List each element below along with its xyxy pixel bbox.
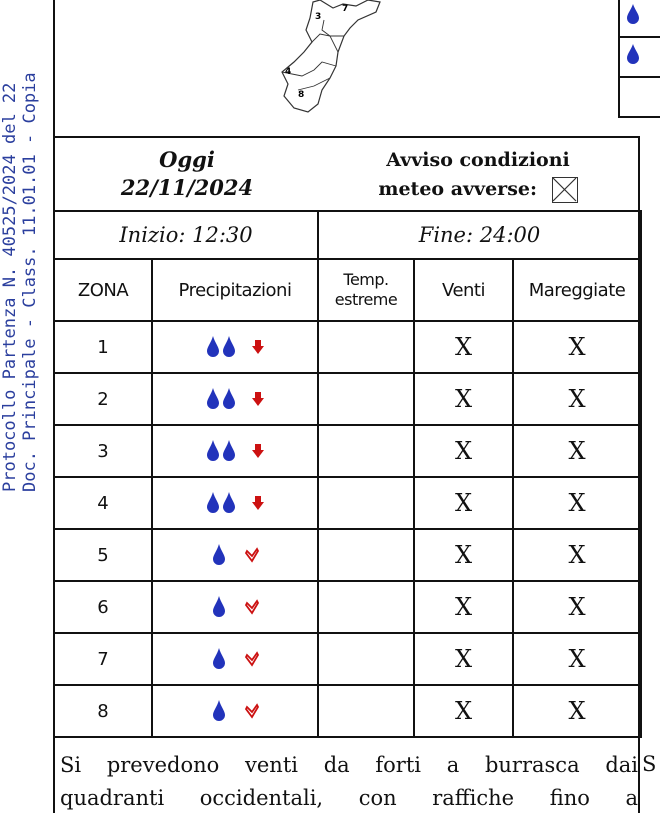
precipitation-cell [152, 321, 318, 373]
zone-row [54, 321, 641, 373]
decreasing-arrow-icon [251, 391, 265, 407]
calabria-zone-map [258, 0, 438, 120]
decreasing-arrow-icon [251, 495, 265, 511]
zone-row [54, 685, 641, 737]
forecast-line-1: Si prevedono venti da forti a burrasca dai [60, 753, 638, 777]
avviso-checkbox[interactable] [552, 177, 578, 203]
map-legend [618, 0, 660, 118]
rain-drop-icon [206, 388, 220, 410]
rain-drop-icon [222, 388, 236, 410]
precipitation-cell [152, 373, 318, 425]
zone-number: 3 [54, 425, 152, 477]
rain-drop-icon [222, 440, 236, 462]
precipitation-cell [152, 581, 318, 633]
decreasing-arrow-icon [251, 443, 265, 459]
temp-extreme-cell [318, 685, 414, 737]
protocol-line-2: Doc. Principale - Class. 11.01.01 - Copia [20, 72, 40, 492]
zone-number: 5 [54, 529, 152, 581]
mareggiate-cell: X [513, 529, 641, 581]
forecast-line-2: quadranti occidentali, con raffiche fino a [60, 786, 638, 810]
protocol-line-1: Protocollo Partenza N. 40525/2024 del 22 [0, 82, 20, 492]
temp-extreme-cell [318, 425, 414, 477]
zone-row [54, 477, 641, 529]
zone-row [54, 529, 641, 581]
mareggiate-cell: X [513, 425, 641, 477]
rain-drop-icon [222, 336, 236, 358]
forecast-paragraph [60, 749, 638, 815]
rain-drop-icon [206, 336, 220, 358]
cut-off-text: S [642, 752, 657, 776]
zone-number: 2 [54, 373, 152, 425]
rain-drop-icon [212, 648, 226, 670]
col-temp-estreme [318, 259, 414, 321]
rain-drop-icon [212, 596, 226, 618]
today-label: Oggi [159, 147, 215, 172]
col-mareggiate: Mareggiate [513, 259, 641, 321]
zone-row [54, 633, 641, 685]
mareggiate-cell: X [513, 581, 641, 633]
cross-mark-icon [553, 178, 576, 201]
column-header-row [54, 259, 641, 321]
avviso-block [358, 146, 598, 204]
map-label-3: 3 [315, 12, 322, 22]
col-temp-line1: Temp. [343, 270, 389, 289]
zone-row [54, 425, 641, 477]
venti-cell: X [414, 321, 513, 373]
map-label-8: 8 [298, 90, 305, 100]
temp-extreme-cell [318, 321, 414, 373]
col-temp-line2: estreme [334, 290, 398, 309]
venti-cell: X [414, 633, 513, 685]
legend-row [620, 78, 660, 118]
zone-number: 4 [54, 477, 152, 529]
temp-extreme-cell [318, 633, 414, 685]
decreasing-arrow-icon [251, 339, 265, 355]
zone-number: 7 [54, 633, 152, 685]
legend-row [620, 38, 660, 78]
map-label-4: 4 [285, 67, 292, 77]
temp-extreme-cell [318, 477, 414, 529]
venti-cell: X [414, 685, 513, 737]
rain-drop-icon [212, 544, 226, 566]
zone-table [53, 210, 642, 738]
avviso-title: Avviso condizioni [386, 149, 570, 171]
precipitation-cell [152, 477, 318, 529]
precipitation-cell [152, 685, 318, 737]
legend-row [620, 0, 660, 38]
map-label-7: 7 [342, 4, 349, 14]
bulletin-header [53, 136, 640, 212]
today-block [107, 146, 267, 202]
precipitation-cell [152, 529, 318, 581]
mareggiate-cell: X [513, 373, 641, 425]
rain-drop-icon [222, 492, 236, 514]
mareggiate-cell: X [513, 321, 641, 373]
precipitation-cell [152, 633, 318, 685]
rain-drop-icon [206, 492, 220, 514]
zone-row [54, 373, 641, 425]
rain-drop-icon [626, 44, 640, 64]
venti-cell: X [414, 373, 513, 425]
bulletin-date: 22/11/2024 [120, 175, 254, 200]
zone-number: 8 [54, 685, 152, 737]
decreasing-check-arrow-icon [245, 547, 259, 563]
rain-drop-icon [206, 440, 220, 462]
zone-number: 6 [54, 581, 152, 633]
precipitation-cell [152, 425, 318, 477]
mareggiate-cell: X [513, 633, 641, 685]
decreasing-check-arrow-icon [245, 651, 259, 667]
temp-extreme-cell [318, 529, 414, 581]
mareggiate-cell: X [513, 477, 641, 529]
mareggiate-cell: X [513, 685, 641, 737]
venti-cell: X [414, 529, 513, 581]
rain-drop-icon [212, 700, 226, 722]
venti-cell: X [414, 425, 513, 477]
temp-extreme-cell [318, 373, 414, 425]
venti-cell: X [414, 581, 513, 633]
col-precipitazioni: Precipitazioni [152, 259, 318, 321]
col-zona: ZONA [54, 259, 152, 321]
decreasing-check-arrow-icon [245, 599, 259, 615]
time-row [54, 211, 641, 259]
venti-cell: X [414, 477, 513, 529]
col-venti: Venti [414, 259, 513, 321]
avviso-subtitle: meteo avverse: [378, 178, 537, 200]
protocol-stamp [0, 0, 44, 500]
zone-number: 1 [54, 321, 152, 373]
zone-map-area [53, 0, 650, 136]
start-time: Inizio: 12:30 [54, 211, 318, 259]
rain-drop-icon [626, 4, 640, 24]
decreasing-check-arrow-icon [245, 703, 259, 719]
end-time: Fine: 24:00 [318, 211, 641, 259]
temp-extreme-cell [318, 581, 414, 633]
zone-row [54, 581, 641, 633]
